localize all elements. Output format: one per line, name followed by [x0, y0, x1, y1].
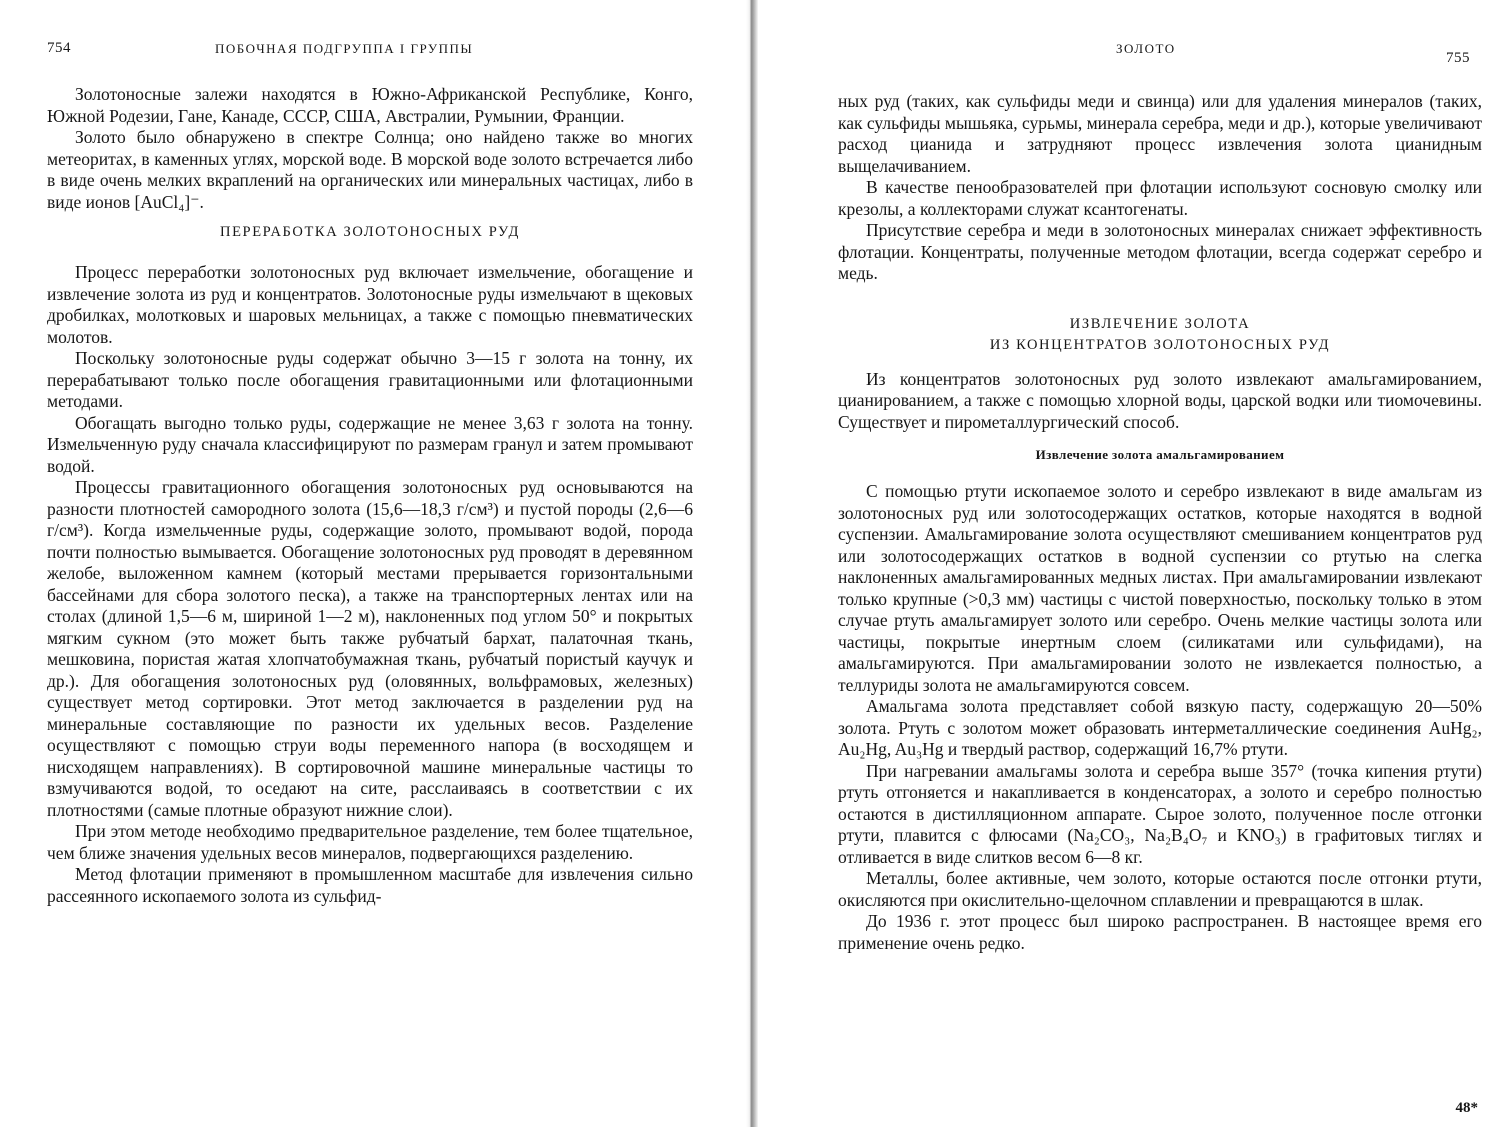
paragraph: Обогащать выгодно только руды, содержащие не менее 3,63 г золота на тонну. Измельченную руду сначала классифицируют по размерам гранул и затем промывают водой. — [47, 412, 693, 476]
paragraph: Амальгама золота представляет собой вязкую пасту, содержащую 20—50% золота. Ртуть с золотом может образовать интерметаллические соединения AuHg₂, Au₂Hg, Au₃Hg и твердый раствор, содержащий 16,7% ртути. — [838, 696, 1482, 759]
right-page-header — [760, 40, 1504, 66]
right-page-body — [838, 91, 1482, 954]
section-heading-line: ИЗ КОНЦЕНТРАТОВ ЗОЛОТОНОСНЫХ РУД — [989, 336, 1331, 353]
left-page-body — [47, 84, 693, 907]
right-running-head: ЗОЛОТО — [1116, 41, 1176, 56]
paragraph: Метод флотации применяют в промышленном масштабе для извлечения сильно рассеянного ископаемого золота из сульфид- — [47, 864, 693, 906]
left-page-number: 754 — [47, 40, 71, 56]
section-heading-block — [838, 314, 1482, 356]
right-page-number: 755 — [1446, 50, 1470, 66]
paragraph: Из концентратов золотоносных руд золото извлекают амальгамированием, цианированием, а также с помощью хлорной воды, царской водки или тиомочевины. Существует и пирометаллургический способ. — [838, 368, 1482, 432]
paragraph: Присутствие серебра и меди в золотоносных минералах снижает эффективность флотации. Концентраты, полученные методом флотации, всегда содержат серебро и медь. — [838, 220, 1482, 283]
right-page — [760, 0, 1504, 1127]
left-page-header — [0, 40, 745, 66]
paragraph: В качестве пенообразователей при флотации используют сосновую смолку или крезолы, а коллекторами служат ксантогенаты. — [838, 177, 1482, 219]
paragraph: ных руд (таких, как сульфиды меди и свинца) или для удаления минералов (таких, как сульфиды мышьяка, сурьмы, минерала серебра, меди и др.), которые увеличивают расход цианида и затрудняют процесс извлечения золота цианидным выщелачиванием. — [838, 91, 1482, 176]
paragraph: Процесс переработки золотоносных руд включает измельчение, обогащение и извлечение золота из руд и концентратов. Золотоносные руды измельчают в щековых дробилках, молотковых и шаровых мельницах, а также с помощью пневматических молотов. — [47, 262, 693, 347]
section-heading: ПЕРЕРАБОТКА ЗОЛОТОНОСНЫХ РУД — [220, 224, 520, 240]
signature-mark: 48* — [1455, 1100, 1478, 1116]
paragraph: Процессы гравитационного обогащения золотоносных руд основываются на разности плотностей самородного золота (15,6—18,3 г/см³) и пустой породы (2,6—6 г/см³). Когда измельченные руды, содержащие золото, промывают водой, порода почти полностью вымывается. Обогащение золотоносных руд проводят в деревянном желобе, выложенном камнем (который местами прерывается горизонтальными бассейнами для сбора золотого песка), а также на транспортерных лентах или на столах (длиной 1,5—6 м, шириной 1—2 м), наклоненных под углом 50° и покрытых мягким сукном (это может быть также рубчатый бархат, палаточная ткань, мешковина, пористая жатая хлопчатобумажная ткань, рубчатый пористый каучук и др.). Для обогащения золотоносных руд (оловянных, вольфрамовых, железных) существует метод сортировки. Этот метод заключается в разделении руд на минеральные составляющие по разности их удельных весов. Разделение осуществляют с помощью струи воды переменного напора (в восходящем и нисходящем направлениях). В сортировочной машине минеральные частицы то взмучиваются водой, то оседают на сите, расслаиваясь в соответствии с их плотностями (самые плотные образуют нижние слои). — [47, 477, 693, 820]
paragraph: Металлы, более активные, чем золото, которые остаются после отгонки ртути, окисляются при окислительно-щелочном сплавлении и превращаются в шлак. — [838, 868, 1482, 910]
left-running-head: ПОБОЧНАЯ ПОДГРУППА I ГРУППЫ — [215, 41, 474, 56]
paragraph: Золотоносные залежи находятся в Южно-Африканской Республике, Конго, Южной Родезии, Гане, Канаде, СССР, США, Австралии, Румынии, Франции. — [47, 84, 693, 126]
paragraph: При этом методе необходимо предварительное разделение, тем более тщательное, чем ближе значения удельных весов минералов, подвергающихся разделению. — [47, 821, 693, 863]
paragraph: До 1936 г. этот процесс был широко распространен. В настоящее время его применение очень редко. — [838, 911, 1482, 953]
subsection-heading: Извлечение золота амальгамированием — [1035, 447, 1285, 462]
paragraph: Золото было обнаружено в спектре Солнца; оно найдено также во многих метеоритах, в каменных углях, морской воде. В морской воде золото встречается либо в виде очень мелких вкраплений на органических или минеральных частицах, либо в виде ионов [AuCl₄]⁻. — [47, 127, 693, 212]
paragraph: С помощью ртути ископаемое золото и серебро извлекают в виде амальгам из золотоносных руд или золотосодержащих остатков, которые находятся в водной суспензии. Амальгамирование золота осуществляют смешиванием концентратов руд или золотосодержащих остатков в водной суспензии со ртутью на слегка наклоненных амальгамированных медных листах. При амальгамировании извлекают только крупные (>0,3 мм) частицы с чистой поверхностью, поскольку только в этом случае ртуть амальгамирует золото или серебро. Очень мелкие частицы золота или частицы, покрытые инертным слоем (силикатами или сульфидами), на амальгамируются. При амальгамировании золото не извлекается полностью, а теллуриды золота не амальгамируются совсем. — [838, 481, 1482, 695]
section-heading-line: ИЗВЛЕЧЕНИЕ ЗОЛОТА — [1069, 315, 1251, 332]
left-page — [0, 0, 745, 1127]
paragraph: При нагревании амальгамы золота и серебра выше 357° (точка кипения ртути) ртуть отгоняется и накапливается в конденсаторах, а золото и серебро полностью остаются в дистилляционном аппарате. Сырое золото, полученное после отгонки ртути, плавится с флюсами (Na₂CO₃, Na₂B₄O₇ и KNO₃) в графитовых тиглях и отливается в виде слитков весом 6—8 кг. — [838, 760, 1482, 867]
paragraph: Поскольку золотоносные руды содержат обычно 3—15 г золота на тонну, их перерабатывают только после обогащения гравитационными или флотационными методами. — [47, 348, 693, 411]
book-gutter — [746, 0, 758, 1127]
